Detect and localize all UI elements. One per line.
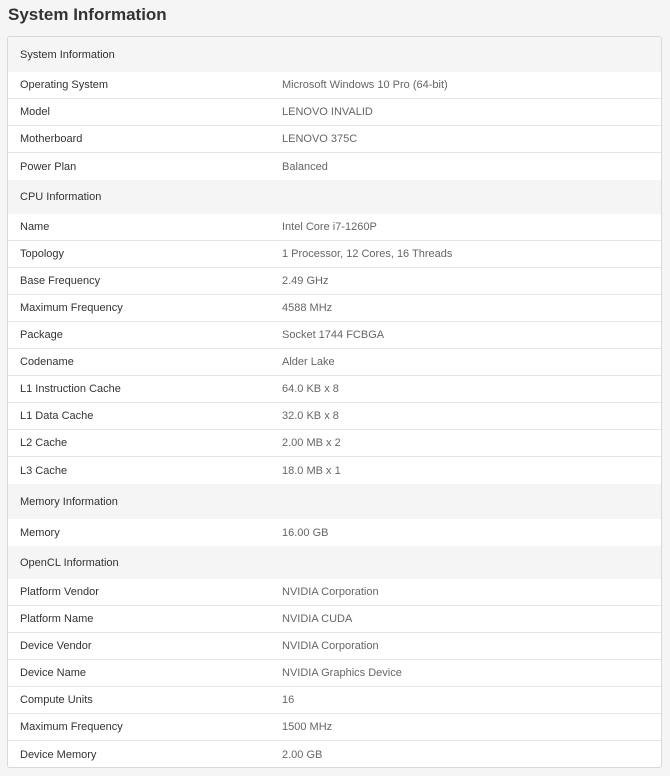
- table-row: [8, 376, 661, 403]
- row-value: 2.49 GHz: [282, 275, 329, 287]
- row-label: Maximum Frequency: [20, 721, 123, 733]
- table-row: [8, 633, 661, 660]
- table-row: [8, 126, 661, 153]
- table-row: [8, 606, 661, 633]
- row-label: Package: [20, 329, 63, 341]
- system-info-panel: [7, 36, 662, 768]
- row-label: Device Memory: [20, 748, 97, 761]
- row-value: NVIDIA Corporation: [282, 640, 379, 652]
- row-label: Motherboard: [20, 133, 83, 145]
- table-row: [8, 241, 661, 268]
- row-value: 4588 MHz: [282, 302, 333, 314]
- row-label: Base Frequency: [20, 275, 101, 287]
- table-row: [8, 214, 661, 241]
- table-row: [8, 153, 661, 180]
- row-value: NVIDIA CUDA: [282, 613, 353, 625]
- table-row: [8, 687, 661, 714]
- row-value: 16: [282, 694, 295, 706]
- row-label: Operating System: [20, 79, 109, 91]
- row-label: Platform Name: [20, 613, 94, 625]
- row-value: 32.0 KB x 8: [282, 410, 339, 422]
- row-value: Intel Core i7-1260P: [282, 221, 377, 233]
- row-label: Platform Vendor: [20, 586, 99, 598]
- row-label: L3 Cache: [20, 464, 68, 477]
- table-row: [8, 457, 661, 484]
- row-value: NVIDIA Corporation: [282, 586, 379, 598]
- table-row: [8, 268, 661, 295]
- table-row: [8, 660, 661, 687]
- row-value: NVIDIA Graphics Device: [282, 667, 402, 679]
- row-label: Topology: [20, 248, 65, 260]
- row-label: L1 Data Cache: [20, 410, 94, 422]
- section-header-memory: Memory Information: [8, 484, 661, 519]
- row-value: 64.0 KB x 8: [282, 383, 339, 395]
- row-value: 1500 MHz: [282, 721, 333, 733]
- row-label: Compute Units: [20, 694, 93, 706]
- row-value: 16.00 GB: [282, 526, 329, 539]
- row-label: Device Vendor: [20, 640, 92, 652]
- table-row: [8, 72, 661, 99]
- row-label: Memory: [20, 526, 60, 539]
- row-label: Name: [20, 221, 50, 233]
- table-row: [8, 430, 661, 457]
- row-value: Microsoft Windows 10 Pro (64-bit): [282, 79, 448, 91]
- table-row: [8, 579, 661, 606]
- page-title: System Information: [8, 5, 167, 24]
- section-header-cpu: CPU Information: [8, 180, 661, 214]
- row-value: LENOVO 375C: [282, 133, 358, 145]
- row-value: LENOVO INVALID: [282, 106, 373, 118]
- row-label: Model: [20, 106, 50, 118]
- table-row: [8, 295, 661, 322]
- row-value: 2.00 MB x 2: [282, 437, 341, 449]
- table-row: [8, 519, 661, 546]
- row-value: 1 Processor, 12 Cores, 16 Threads: [282, 248, 453, 260]
- row-value: Balanced: [282, 160, 328, 173]
- row-label: Maximum Frequency: [20, 302, 123, 314]
- row-label: Codename: [20, 356, 74, 368]
- row-value: Alder Lake: [282, 356, 335, 368]
- section-header-system: System Information: [8, 37, 661, 72]
- row-value: 18.0 MB x 1: [282, 464, 341, 477]
- table-row: [8, 99, 661, 126]
- row-label: L1 Instruction Cache: [20, 383, 121, 395]
- table-row: [8, 741, 661, 768]
- table-row: [8, 403, 661, 430]
- row-label: Device Name: [20, 667, 87, 679]
- row-label: Power Plan: [20, 160, 77, 173]
- row-value: 2.00 GB: [282, 748, 323, 761]
- section-header-opencl: OpenCL Information: [8, 546, 661, 579]
- row-value: Socket 1744 FCBGA: [282, 329, 385, 341]
- table-row: [8, 349, 661, 376]
- row-label: L2 Cache: [20, 437, 68, 449]
- table-row: [8, 714, 661, 741]
- table-row: [8, 322, 661, 349]
